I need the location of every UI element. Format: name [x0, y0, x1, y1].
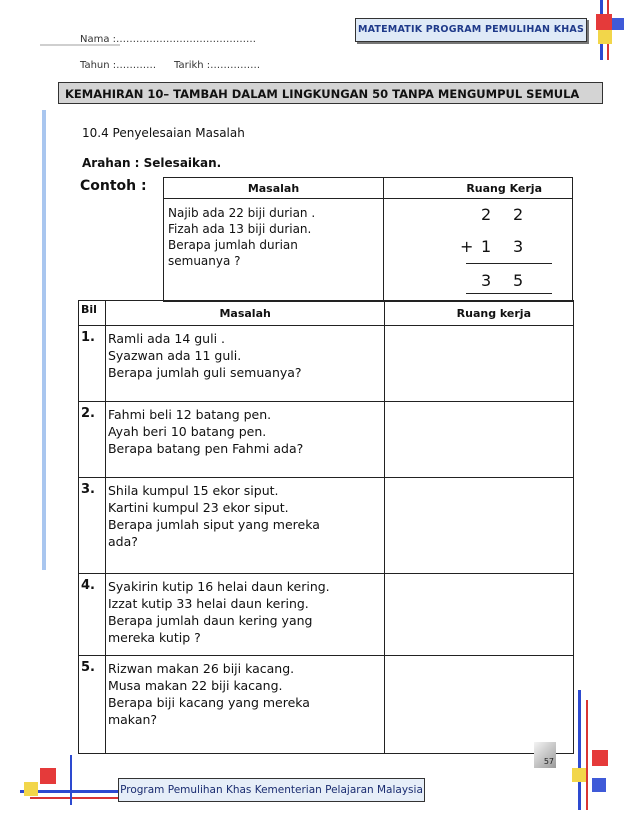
example-workspace	[384, 199, 573, 302]
decorative-line	[30, 797, 120, 799]
question-line: ada?	[107, 534, 138, 549]
question-line: Kartini kumpul 23 ekor siput.	[107, 500, 289, 515]
page-number: 57	[534, 742, 556, 768]
decorative-square	[572, 768, 586, 782]
answer-space-5[interactable]	[385, 656, 574, 754]
question-5	[105, 656, 384, 754]
example-line: Najib ada 22 biji durian .	[168, 206, 316, 220]
example-header-masalah: Masalah	[164, 178, 384, 199]
decorative-square	[612, 18, 624, 30]
decorative-square	[592, 750, 608, 766]
work-sum-line	[466, 263, 552, 264]
decorative-bar	[42, 110, 46, 570]
decorative-square	[40, 768, 56, 784]
section-heading: 10.4 Penyelesaian Masalah	[82, 126, 245, 140]
question-line: Rizwan makan 26 biji kacang.	[107, 661, 295, 676]
example-table	[163, 177, 573, 302]
question-line: Syazwan ada 11 guli.	[107, 348, 242, 363]
footer: Program Pemulihan Khas Kementerian Pelajaran Malaysia	[118, 778, 425, 802]
question-line: Ramli ada 14 guli .	[107, 331, 225, 346]
work-digit: 5	[513, 271, 524, 290]
question-line: Berapa batang pen Fahmi ada?	[107, 441, 304, 456]
example-question	[164, 199, 384, 302]
row-number: 5.	[79, 656, 106, 754]
example-label: Contoh :	[80, 178, 147, 194]
decorative-square	[598, 30, 612, 44]
nama-field[interactable]: Nama :……………………………………	[80, 34, 257, 45]
decorative-line	[578, 690, 581, 810]
answer-space-1[interactable]	[385, 326, 574, 402]
question-3	[105, 478, 384, 574]
page-title: KEMAHIRAN 10– TAMBAH DALAM LINGKUNGAN 50 TANPA MENGUMPUL SEMULA	[58, 82, 603, 104]
question-line: mereka kutip ?	[107, 630, 201, 645]
question-line: Berapa jumlah siput yang mereka	[107, 517, 320, 532]
question-line: Izzat kutip 33 helai daun kering.	[107, 596, 309, 611]
tarikh-field[interactable]: Tarikh :……………	[174, 60, 261, 71]
question-line: Berapa biji kacang yang mereka	[107, 695, 310, 710]
row-number: 2.	[79, 402, 106, 478]
work-digit: 2	[481, 205, 492, 224]
decorative-square	[24, 782, 38, 796]
work-answer-line	[466, 293, 552, 294]
question-line: makan?	[107, 712, 158, 727]
row-number: 4.	[79, 574, 106, 656]
question-1	[105, 326, 384, 402]
tahun-field[interactable]: Tahun :…………	[80, 60, 157, 71]
question-line: Musa makan 22 biji kacang.	[107, 678, 283, 693]
example-line: Berapa jumlah durian	[168, 238, 298, 252]
example-line: semuanya ?	[168, 254, 241, 268]
work-digit: 3	[481, 271, 492, 290]
question-line: Syakirin kutip 16 helai daun kering.	[107, 579, 330, 594]
question-4	[105, 574, 384, 656]
header-masalah: Masalah	[105, 301, 384, 326]
example-header-ruang: Ruang Kerja	[384, 178, 573, 199]
header-bil: Bil	[79, 301, 106, 326]
question-2	[105, 402, 384, 478]
row-number: 1.	[79, 326, 106, 402]
decorative-line	[70, 755, 72, 805]
work-digit: 3	[513, 237, 524, 256]
exercise-table	[78, 300, 574, 754]
work-digit: 1	[481, 237, 492, 256]
question-line: Berapa jumlah guli semuanya?	[107, 365, 302, 380]
question-line: Berapa jumlah daun kering yang	[107, 613, 313, 628]
row-number: 3.	[79, 478, 106, 574]
instruction-text: Arahan : Selesaikan.	[82, 156, 222, 170]
answer-space-2[interactable]	[385, 402, 574, 478]
question-line: Shila kumpul 15 ekor siput.	[107, 483, 279, 498]
example-line: Fizah ada 13 biji durian.	[168, 222, 312, 236]
header-ruang-kerja: Ruang kerja	[385, 301, 574, 326]
question-line: Ayah beri 10 batang pen.	[107, 424, 267, 439]
decorative-square	[592, 778, 606, 792]
subject-badge: MATEMATIK PROGRAM PEMULIHAN KHAS	[355, 18, 587, 42]
work-operator: +	[460, 237, 474, 256]
decorative-square	[596, 14, 612, 30]
work-digit: 2	[513, 205, 524, 224]
question-line: Fahmi beli 12 batang pen.	[107, 407, 272, 422]
answer-space-4[interactable]	[385, 574, 574, 656]
answer-space-3[interactable]	[385, 478, 574, 574]
decorative-line	[586, 700, 588, 810]
